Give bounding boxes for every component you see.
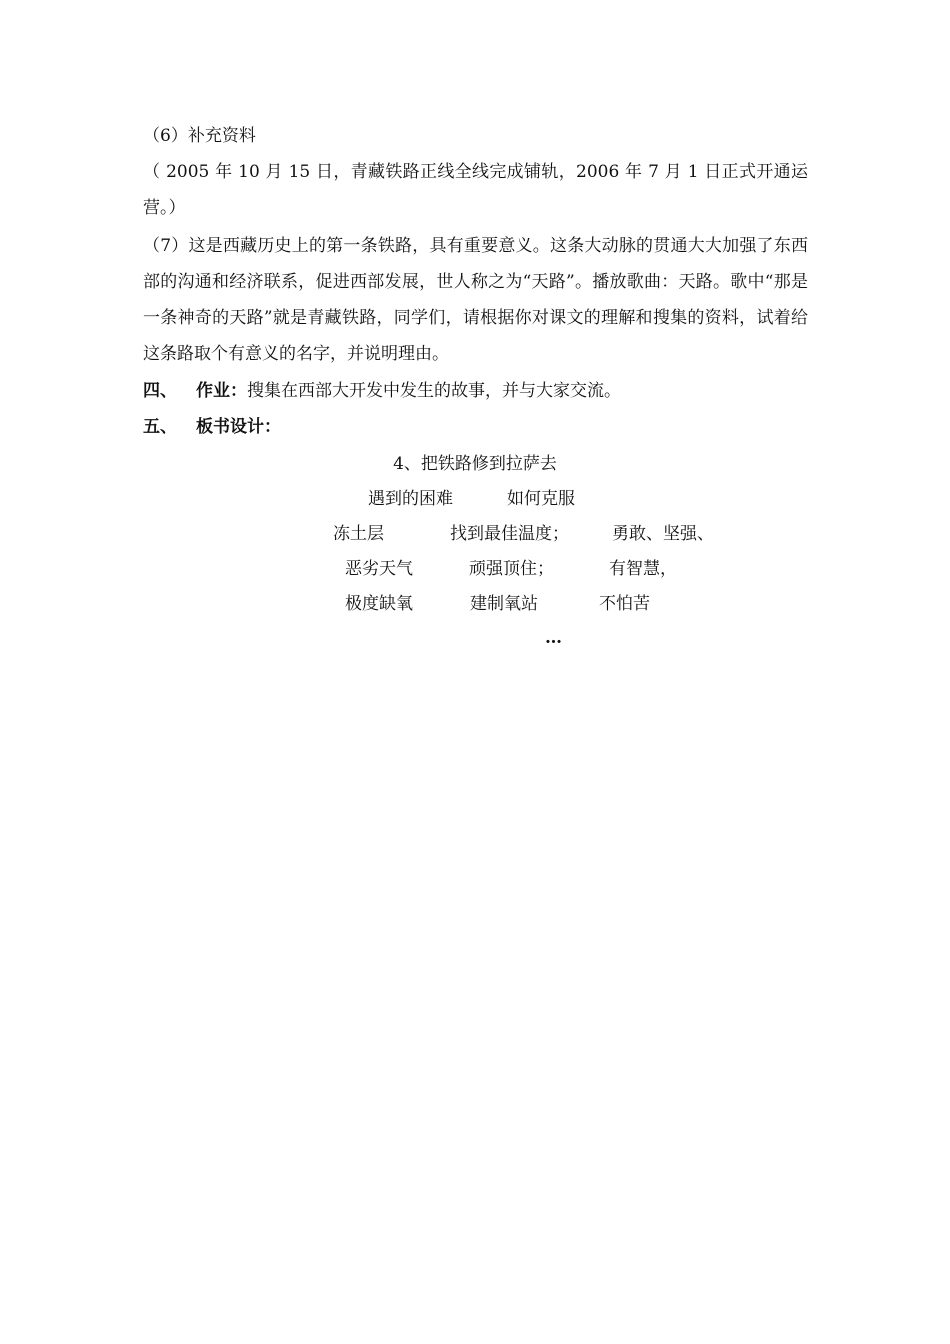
item-7-paragraph: （7）这是西藏历史上的第一条铁路，具有重要意义。这条大动脉的贯通大大加强了东西部的沟通和经济联系，促进西部发展，世人称之为“天路”。播放歌曲：天路。歌中“那是一条神奇的天路”就是青藏铁路，同学们，请根据你对课文的理解和搜集的资料，试着给这条路取个有意义的名字，并说明理由。 <box>143 236 808 364</box>
board-row-3-difficulty: 极度缺氧 <box>345 594 413 614</box>
board-row-3-solution: 建制氧站 <box>470 594 538 614</box>
section-4-number: 四、 <box>143 381 177 401</box>
board-row-2-difficulty: 恶劣天气 <box>345 559 413 579</box>
board-row-2-quality: 有智慧， <box>609 559 677 579</box>
board-row-2-solution: 顽强顶住； <box>469 559 554 579</box>
board-row-1-quality: 勇敢、坚强、 <box>612 524 714 544</box>
section-board-design <box>143 409 281 445</box>
board-header-solution: 如何克服 <box>507 489 575 509</box>
section-5-label: 板书设计： <box>196 417 281 437</box>
board-row-3-quality: 不怕苦 <box>599 594 650 614</box>
section-4-text: 搜集在西部大开发中发生的故事，并与大家交流。 <box>247 381 621 401</box>
board-title: 4、把铁路修到拉萨去 <box>393 454 557 474</box>
section-4-label: 作业： <box>196 381 247 401</box>
board-row-1-solution: 找到最佳温度； <box>450 524 569 544</box>
board-row-1-difficulty: 冻土层 <box>333 524 384 544</box>
section-homework <box>143 373 621 409</box>
railway-date-note: （ 2005 年 10 月 15 日，青藏铁路正线全线完成铺轨，2006 年 7 月 1 日正式开通运营。） <box>143 162 808 218</box>
section-5-number: 五、 <box>143 417 177 437</box>
item-6-heading: （6）补充资料 <box>143 126 256 146</box>
board-ellipsis: … <box>545 628 562 648</box>
board-header-difficulty: 遇到的困难 <box>368 489 453 509</box>
